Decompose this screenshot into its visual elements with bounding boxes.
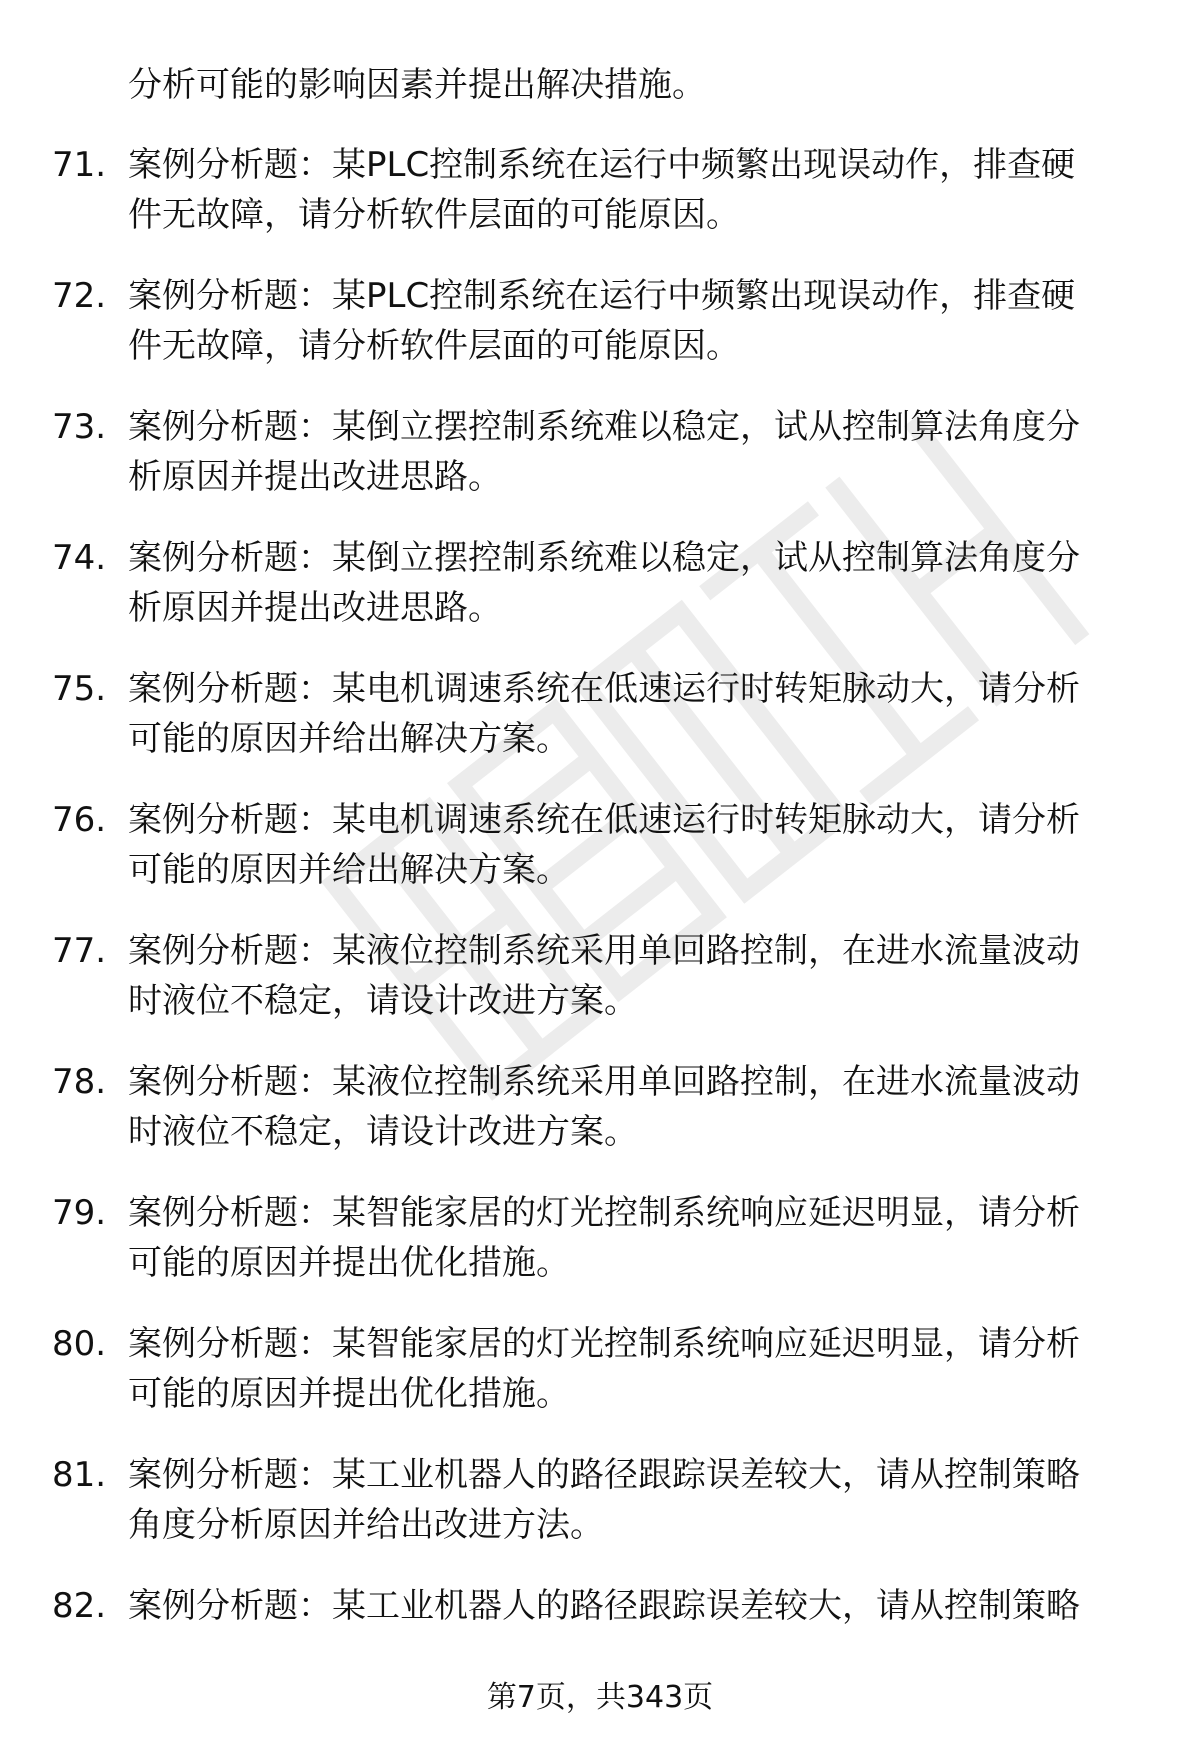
- question-text: 案例分析题：某倒立摆控制系统难以稳定，试从控制算法角度分 析原因并提出改进思路。: [128, 538, 1080, 628]
- question-item: [0, 1319, 1200, 1450]
- question-text: 案例分析题：某PLC控制系统在运行中频繁出现误动作，排查硬 件无故障，请分析软件层面的可能原因。: [128, 276, 1076, 366]
- question-text: 案例分析题：某液位控制系统采用单回路控制，在进水流量波动 时液位不稳定，请设计改进方案。: [128, 1062, 1080, 1152]
- question-item: [0, 926, 1200, 1057]
- question-number: 81.: [52, 1455, 107, 1495]
- question-number: 79.: [52, 1193, 107, 1233]
- question-item: [0, 1188, 1200, 1319]
- question-number: 77.: [52, 931, 107, 971]
- question-text: 案例分析题：某工业机器人的路径跟踪误差较大，请从控制策略 角度分析原因并给出改进方法。: [128, 1455, 1080, 1545]
- question-number: 71.: [52, 145, 107, 185]
- question-item: [0, 664, 1200, 795]
- question-number: 80.: [52, 1324, 107, 1364]
- question-number: 78.: [52, 1062, 107, 1102]
- question-text: 案例分析题：某电机调速系统在低速运行时转矩脉动大，请分析 可能的原因并给出解决方案。: [128, 669, 1080, 759]
- question-text: 案例分析题：某电机调速系统在低速运行时转矩脉动大，请分析 可能的原因并给出解决方案。: [128, 800, 1080, 890]
- question-number: 82.: [52, 1586, 107, 1626]
- question-item: [0, 140, 1200, 271]
- question-text: 案例分析题：某智能家居的灯光控制系统响应延迟明显，请分析 可能的原因并提出优化措施。: [128, 1324, 1080, 1414]
- question-item: [0, 1450, 1200, 1581]
- page-footer: 第7页，共343页: [486, 1680, 714, 1715]
- question-number: 72.: [52, 276, 107, 316]
- question-item: [0, 402, 1200, 533]
- question-text: 案例分析题：某工业机器人的路径跟踪误差较大，请从控制策略: [128, 1586, 1080, 1626]
- question-item: [0, 1057, 1200, 1188]
- continuation-line: 分析可能的影响因素并提出解决措施。: [128, 65, 706, 105]
- question-item: [0, 533, 1200, 664]
- question-number: 74.: [52, 538, 107, 578]
- question-number: 76.: [52, 800, 107, 840]
- question-text: 案例分析题：某液位控制系统采用单回路控制，在进水流量波动 时液位不稳定，请设计改进方案。: [128, 931, 1080, 1021]
- question-number: 75.: [52, 669, 107, 709]
- question-list: [0, 140, 1200, 1712]
- question-item: [0, 795, 1200, 926]
- question-number: 73.: [52, 407, 107, 447]
- question-item: [0, 271, 1200, 402]
- question-text: 案例分析题：某智能家居的灯光控制系统响应延迟明显，请分析 可能的原因并提出优化措施。: [128, 1193, 1080, 1283]
- question-text: 案例分析题：某PLC控制系统在运行中频繁出现误动作，排查硬 件无故障，请分析软件层面的可能原因。: [128, 145, 1076, 235]
- question-text: 案例分析题：某倒立摆控制系统难以稳定，试从控制算法角度分 析原因并提出改进思路。: [128, 407, 1080, 497]
